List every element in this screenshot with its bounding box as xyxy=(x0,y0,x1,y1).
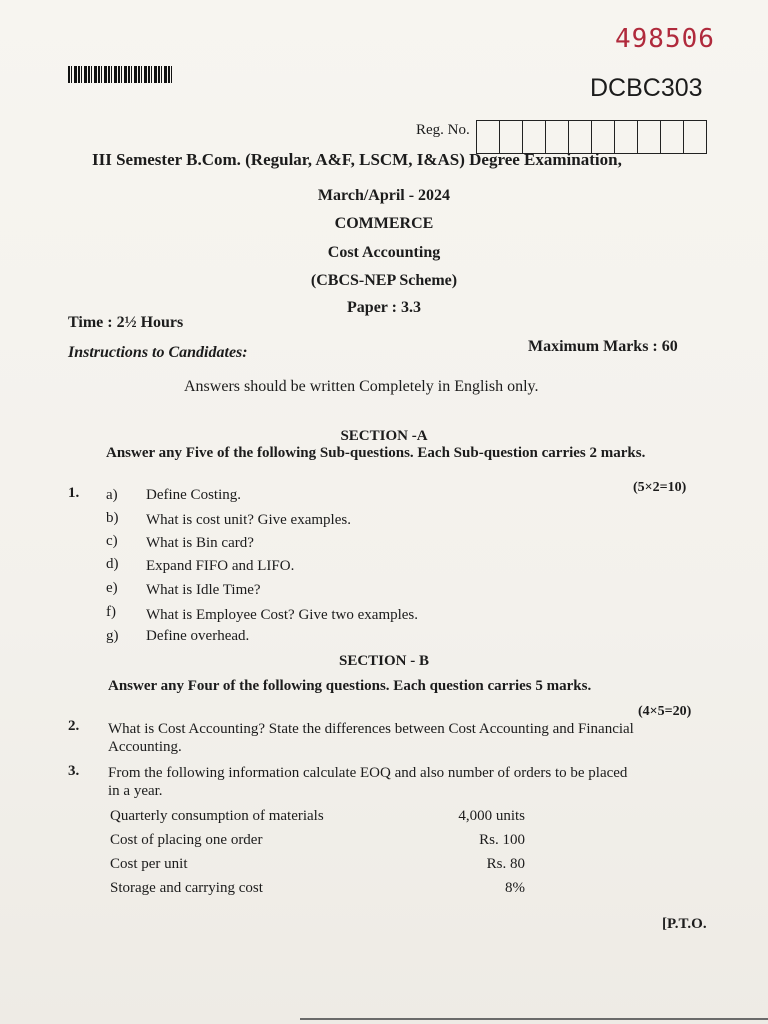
paper-number: Paper : 3.3 xyxy=(347,299,421,316)
please-turn-over: [P.T.O. xyxy=(662,916,707,932)
question-3-number: 3. xyxy=(68,763,80,779)
section-a-heading: SECTION -A xyxy=(340,428,428,444)
reg-box xyxy=(546,121,569,153)
reg-no-label: Reg. No. xyxy=(416,122,470,138)
exam-title: III Semester B.Com. (Regular, A&F, LSCM, I&AS) Degree Examination, xyxy=(92,150,622,169)
page-bottom-rule xyxy=(300,1018,768,1020)
subq-f-label: f) xyxy=(106,604,116,620)
subq-d-label: d) xyxy=(106,556,119,572)
subq-a-label: a) xyxy=(106,487,118,503)
paper-code: DCBC303 xyxy=(590,74,703,102)
reg-box xyxy=(500,121,523,153)
reg-box xyxy=(592,121,615,153)
course-title: Cost Accounting xyxy=(327,244,441,261)
subq-c-text: What is Bin card? xyxy=(146,535,254,551)
instructions-text: Answers should be written Completely in English only. xyxy=(184,378,539,395)
barcode-image xyxy=(68,66,174,83)
reg-box xyxy=(477,121,500,153)
reg-no-boxes xyxy=(476,120,707,154)
maximum-marks: Maximum Marks : 60 xyxy=(528,338,678,355)
section-b-heading: SECTION - B xyxy=(338,653,430,669)
subq-f-text: What is Employee Cost? Give two examples. xyxy=(146,607,419,623)
exam-session: March/April - 2024 xyxy=(317,187,451,204)
subq-b-label: b) xyxy=(106,510,119,526)
reg-box xyxy=(523,121,546,153)
question-3-text: From the following information calculate EOQ and also number of orders to be placed xyxy=(108,765,628,781)
table-value: 4,000 units xyxy=(458,808,525,824)
question-2-text-cont: Accounting. xyxy=(108,739,182,755)
subq-a-text: Define Costing. xyxy=(146,487,241,503)
instructions-label: Instructions to Candidates: xyxy=(68,344,248,361)
scheme-title: (CBCS-NEP Scheme) xyxy=(310,272,458,289)
reg-box xyxy=(684,121,706,153)
question-2-number: 2. xyxy=(68,718,80,734)
reg-box xyxy=(638,121,661,153)
table-item: Storage and carrying cost xyxy=(110,880,263,896)
section-b-instruction: Answer any Four of the following questions. Each question carries 5 marks. xyxy=(108,678,592,694)
section-a-marks: (5×2=10) xyxy=(633,480,687,495)
table-value: Rs. 80 xyxy=(486,856,525,872)
subq-c-label: c) xyxy=(106,533,118,549)
subq-d-text: Expand FIFO and LIFO. xyxy=(146,558,295,574)
subq-b-text: What is cost unit? Give examples. xyxy=(146,512,351,528)
question-2-text: What is Cost Accounting? State the differences between Cost Accounting and Financial xyxy=(108,721,634,737)
reg-box xyxy=(569,121,592,153)
subq-g-label: g) xyxy=(106,628,119,644)
reg-box xyxy=(615,121,638,153)
time-allowed: Time : 2½ Hours xyxy=(68,314,184,331)
table-value: 8% xyxy=(505,880,525,896)
subq-g-text: Define overhead. xyxy=(146,628,250,644)
table-item: Cost per unit xyxy=(110,856,188,872)
subq-e-label: e) xyxy=(106,580,118,596)
section-b-marks: (4×5=20) xyxy=(638,704,692,719)
table-item: Cost of placing one order xyxy=(110,832,263,848)
table-item: Quarterly consumption of materials xyxy=(110,808,324,824)
subq-e-text: What is Idle Time? xyxy=(146,582,261,598)
table-value: Rs. 100 xyxy=(479,832,525,848)
section-a-instruction: Answer any Five of the following Sub-questions. Each Sub-question carries 2 marks. xyxy=(106,445,646,461)
subject-title: COMMERCE xyxy=(334,215,434,232)
reg-box xyxy=(661,121,684,153)
serial-number: 498506 xyxy=(615,24,715,54)
question-1-number: 1. xyxy=(68,485,80,501)
question-3-text-cont: in a year. xyxy=(108,783,163,799)
